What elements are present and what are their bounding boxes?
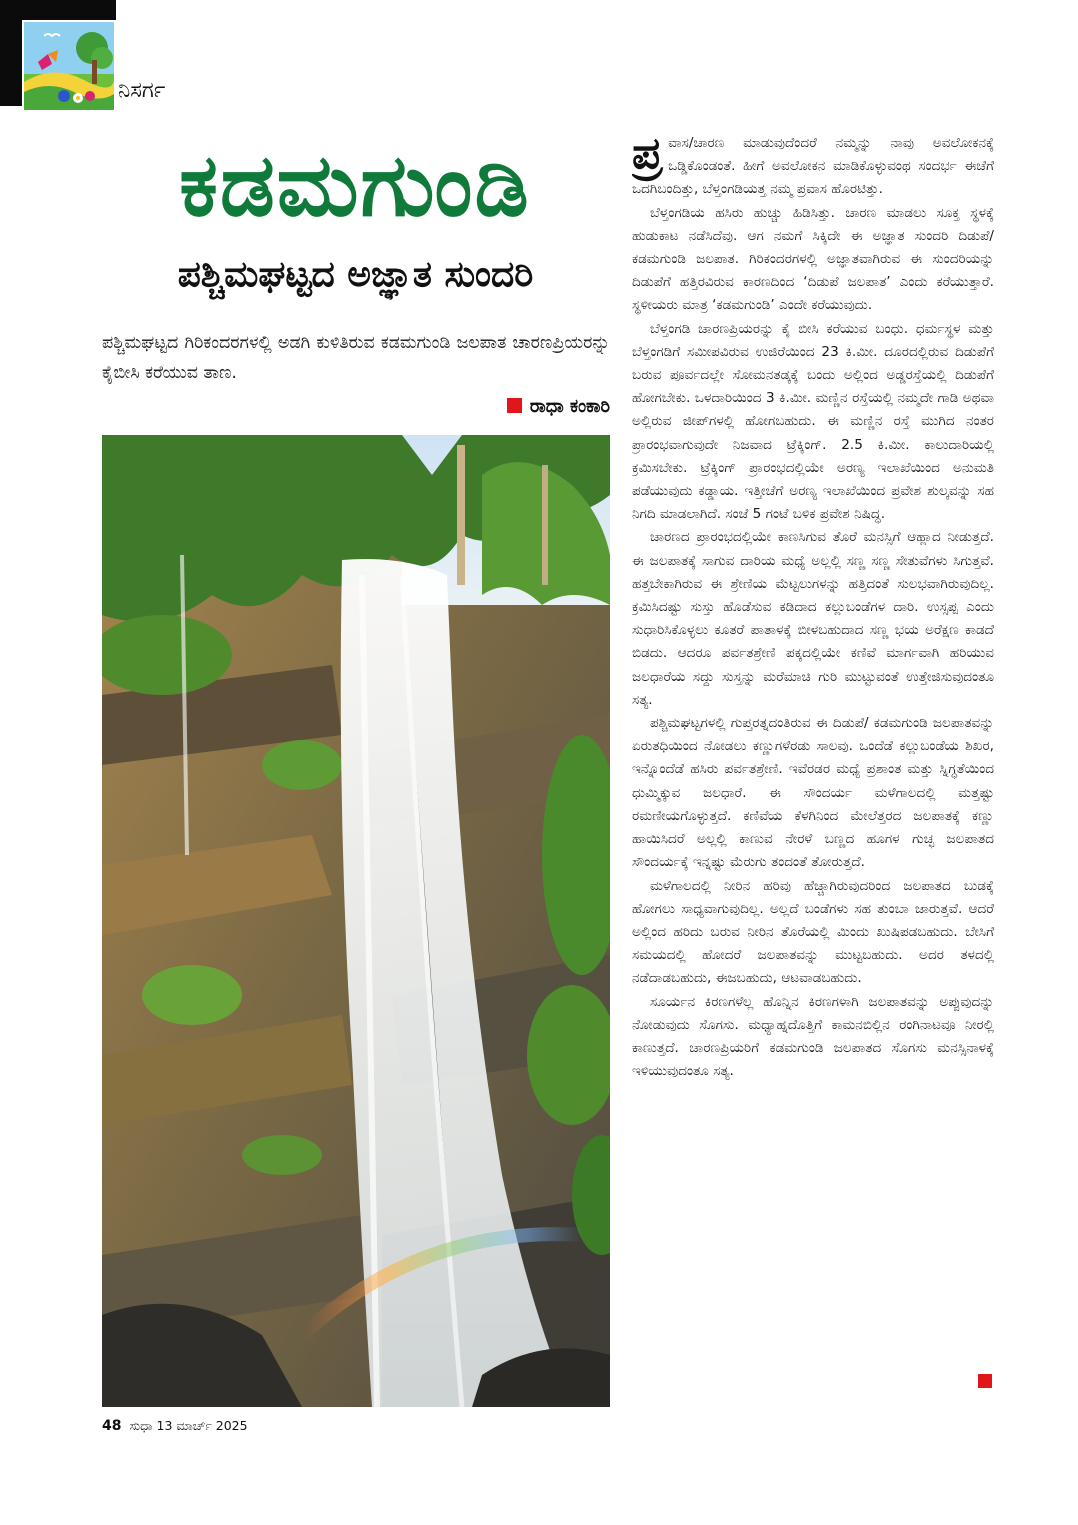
article-paragraph: ಪಶ್ಚಿಮಘಟ್ಟಗಳಲ್ಲಿ ಗುಪ್ತರತ್ನದಂತಿರುವ ಈ ದಿಡುಪೆ/ ಕಡಮಗುಂಡಿ ಜಲಪಾತವನ್ನು ಏರುತಧಿಯಿಂದ ನೋಡಲು ಕಣ್ಣುಗಳೆರಡು ಸಾಲವು. ಒಂದೆಡೆ ಕಲ್ಲುಬಂಡೆಯ ಶಿಖರ, ಇನ್ನೊಂದೆಡೆ ಹಸಿರು ಪರ್ವತಶ್ರೇಣಿ. ಇವೆರಡರ ಮಧ್ಯೆ ಪ್ರಶಾಂತ ಮತ್ತು ಸ್ನಿಗ್ಧತೆಯಿಂದ ಧುಮ್ಮಿಕ್ಕುವ ಜಲಧಾರೆ. ಈ ಸೌಂದರ್ಯ ಮಳೆಗಾಲದಲ್ಲಿ ಮತ್ತಷ್ಟು ರಮಣೀಯಗೊಳ್ಳುತ್ತದೆ. ಕಣಿವೆಯ ಕೆಳಗಿನಿಂದ ಮೇಲೆತ್ತರದ ಜಲಪಾತಕ್ಕೆ ಕಣ್ಣು ಹಾಯಿಸಿದರೆ ಅಲ್ಲಲ್ಲಿ ಕಾಣುವ ನೇರಳೆ ಬಣ್ಣದ ಹೂಗಳ ಗುಚ್ಛ ಜಲಪಾತದ ಸೌಂದರ್ಯಕ್ಕೆ ಇನ್ನಷ್ಟು ಮೆರುಗು ತಂದಂತೆ ತೋರುತ್ತದೆ. — [632, 715, 994, 871]
nature-scene-icon — [22, 20, 116, 112]
article-paragraph: ಬೆಳ್ತಂಗಡಿ ಚಾರಣಪ್ರಿಯರನ್ನು ಕೈ ಬೀಸಿ ಕರೆಯುವ ಬಂಧು. ಧರ್ಮಸ್ಥಳ ಮತ್ತು ಬೆಳ್ತಂಗಡಿಗೆ ಸಮೀಪವಿರುವ ಉಜಿರೆಯಿಂದ 23 ಕಿ.ಮೀ. ದೂರದಲ್ಲಿರುವ ದಿಡುಪೆಗೆ ಬರುವ ಪೂರ್ವದಲ್ಲೇ ಸೋಮನತಡ್ಕಕ್ಕೆ ಬಂದು ಅಲ್ಲಿಂದ ಅಡ್ಡರಸ್ತೆಯಲ್ಲಿ ದಿಡುಪೆಗೆ ಹೋಗಬೇಕು. ಒಳದಾರಿಯಿಂದ 3 ಕಿ.ಮೀ. ಮಣ್ಣಿನ ರಸ್ತೆಯಲ್ಲಿ ನಮ್ಮದೇ ಗಾಡಿ ಅಥವಾ ಅಲ್ಲಿರುವ ಜೀಪ್‌ಗಳಲ್ಲಿ ಹೋಗಬಹುದು. ಈ ಮಣ್ಣಿನ ರಸ್ತೆ ಮುಗಿದ ನಂತರ ಪ್ರಾರಂಭವಾಗುವುದೇ ನಿಜವಾದ ಟ್ರೆಕ್ಕಿಂಗ್. 2.5 ಕಿ.ಮೀ. ಕಾಲುದಾರಿಯಲ್ಲಿ ಕ್ರಮಿಸಬೇಕು. ಟ್ರೆಕ್ಕಿಂಗ್ ಪ್ರಾರಂಭದಲ್ಲಿಯೇ ಅರಣ್ಯ ಇಲಾಖೆಯಿಂದ ಅನುಮತಿ ಪಡೆಯುವುದು ಕಡ್ಡಾಯ. ಇತ್ತೀಚೆಗೆ ಅರಣ್ಯ ಇಲಾಖೆಯಿಂದ ಪ್ರವೇಶ ಶುಲ್ಕವನ್ನು ಸಹ ನಿಗದಿ ಮಾಡಲಾಗಿದೆ. ಸಂಜೆ 5 ಗಂಟೆ ಬಳಿಕ ಪ್ರವೇಶ ನಿಷಿದ್ಧ. — [632, 320, 994, 523]
byline — [460, 396, 610, 417]
article-intro: ಪಶ್ಚಿಮಘಟ್ಟದ ಗಿರಿಕಂದರಗಳಲ್ಲಿ ಅಡಗಿ ಕುಳಿತಿರುವ ಕಡಮಗುಂಡಿ ಜಲಪಾತ ಚಾರಣಪ್ರಿಯರನ್ನು ಕೈಬೀಸಿ ಕರೆಯುವ ತಾಣ. — [102, 333, 610, 383]
article-body — [632, 132, 994, 1394]
article-paragraph — [632, 132, 994, 202]
article-paragraph: ಮಳೆಗಾಲದಲ್ಲಿ ನೀರಿನ ಹರಿವು ಹೆಚ್ಚಾಗಿರುವುದರಿಂದ ಜಲಪಾತದ ಬುಡಕ್ಕೆ ಹೋಗಲು ಸಾಧ್ಯವಾಗುವುದಿಲ್ಲ. ಅಲ್ಲದೆ ಬಂಡೆಗಳು ಸಹ ತುಂಬಾ ಜಾರುತ್ತವೆ. ಆದರೆ ಅಲ್ಲಿಂದ ಹರಿದು ಬರುವ ನೀರಿನ ತೊರೆಯಲ್ಲಿ ಮಿಂದು ಖುಷಿಪಡಬಹುದು. ಬೇಸಿಗೆ ಸಮಯದಲ್ಲಿ ಹೋದರೆ ಜಲಪಾತವನ್ನು ಮುಟ್ಟಬಹುದು. ಅದರ ತಳದಲ್ಲಿ ನಡೆದಾಡಬಹುದು, ಈಜಬಹುದು, ಆಟವಾಡಬಹುದು. — [632, 877, 994, 987]
paragraph-text: ವಾಸ/ಚಾರಣ ಮಾಡುವುದೆಂದರೆ ನಮ್ಮನ್ನು ನಾವು ಅವಲೋಕನಕ್ಕೆ ಒಡ್ಡಿಕೊಂಡಂತೆ. ಹೀಗೆ ಅವಲೋಕನ ಮಾಡಿಕೊಳ್ಳುವಂಥ ಸಂದರ್ಭ ಈಚೆಗೆ ಒದಗಿಬಂದಿತ್ತು, ಬೆಳ್ತಂಗಡಿಯತ್ತ ನಮ್ಮ ಪ್ರವಾಸ ಹೊರಟಿತ್ತು. — [632, 135, 994, 198]
dropcap: ಪ್ರ — [632, 132, 663, 179]
page-number: 48 — [102, 1418, 122, 1434]
red-square-icon — [507, 398, 522, 413]
article-title: ಕಡಮಗುಂಡಿ — [179, 136, 531, 236]
article-paragraph: ಚಾರಣದ ಪ್ರಾರಂಭದಲ್ಲಿಯೇ ಕಾಣಸಿಗುವ ತೊರೆ ಮನಸ್ಸಿಗೆ ಆಹ್ಲಾದ ನೀಡುತ್ತದೆ. ಈ ಜಲಪಾತಕ್ಕೆ ಸಾಗುವ ದಾರಿಯ ಮಧ್ಯೆ ಅಲ್ಲಲ್ಲಿ ಸಣ್ಣ ಸಣ್ಣ ಸೇತುವೆಗಳು ಸಿಗುತ್ತವೆ. ಹತ್ತಬೇಕಾಗಿರುವ ಈ ಶ್ರೇಣಿಯ ಮೆಟ್ಟಲುಗಳನ್ನು ಹತ್ತಿದಂತೆ ಸುಲಭವಾಗಿರುವುದಿಲ್ಲ. ಕ್ರಮಿಸಿದಷ್ಟು ಸುಸ್ತು ಹೊಡೆಸುವ ಕಡಿದಾದ ಕಲ್ಲುಬಂಡೆಗಳ ದಾರಿ. ಉಸ್ಸಪ್ಪ ಎಂದು ಸುಧಾರಿಸಿಕೊಳ್ಳಲು ಕೂತರೆ ಪಾತಾಳಕ್ಕೆ ಬೀಳಬಹುದಾದ ಸಣ್ಣ ಭಯ ಅರೆಕ್ಷಣ ಕಾಡದೆ ಬಿಡದು. ಆದರೂ ಪರ್ವತಶ್ರೇಣಿ ಪಕ್ಕದಲ್ಲಿಯೇ ಕಣಿವೆ ಮಾರ್ಗವಾಗಿ ಹರಿಯುವ ಜಲಧಾರೆಯ ಸದ್ದು ಸುಸ್ತನ್ನು ಮರೆಮಾಚಿ ಗುರಿ ಮುಟ್ಟುವಂತೆ ಉತ್ತೇಜಿಸುವುದಂತೂ ಸತ್ಯ. — [632, 529, 994, 708]
author-name: ರಾಧಾ ಕಂಕಾರಿ — [529, 396, 610, 417]
article-subtitle: ಪಶ್ಚಿಮಘಟ್ಟದ ಅಜ್ಞಾತ ಸುಂದರಿ — [177, 254, 534, 295]
issue-info: ಸುಧಾ 13 ಮಾರ್ಚ್ 2025 — [129, 1418, 248, 1433]
article-paragraph: ಬೆಳ್ತಂಗಡಿಯ ಹಸಿರು ಹುಚ್ಚು ಹಿಡಿಸಿತ್ತು. ಚಾರಣ ಮಾಡಲು ಸೂಕ್ತ ಸ್ಥಳಕ್ಕೆ ಹುಡುಕಾಟ ನಡೆಸಿದೆವು. ಆಗ ನಮಗೆ ಸಿಕ್ಕಿದೇ ಈ ಅಜ್ಞಾತ ಸುಂದರಿ ದಿಡುಪೆ/ಕಡಮಗುಂಡಿ ಜಲಪಾತ. ಗಿರಿಕಂದರಗಳಲ್ಲಿ ಅಜ್ಞಾತವಾಗಿರುವ ಈ ಸುಂದರಿಯನ್ನು ದಿಡುಪೆಗೆ ಹತ್ತಿರವಿರುವ ಕಾರಣದಿಂದ ‘ದಿಡುಪೆ ಜಲಪಾತ’ ಎಂದು ಕರೆಯುತ್ತಾರೆ. ಸ್ಥಳೀಯರು ಮಾತ್ರ ‘ಕಡಮಗುಂಡಿ’ ಎಂದೇ ಕರೆಯುವುದು. — [632, 204, 994, 314]
article-paragraph: ಸೂರ್ಯನ ಕಿರಣಗಳೆಲ್ಲ ಹೊನ್ನಿನ ಕಿರಣಗಳಾಗಿ ಜಲಪಾತವನ್ನು ಅಪ್ಪುವುದನ್ನು ನೋಡುವುದು ಸೊಗಸು. ಮಧ್ಯಾಹ್ನದೊತ್ತಿಗೆ ಕಾಮನಬಿಲ್ಲಿನ ರಂಗಿನಾಟವೂ ನೀರಲ್ಲಿ ಕಾಣುತ್ತದೆ. ಚಾರಣಪ್ರಿಯರಿಗೆ ಕಡಮಗುಂಡಿ ಜಲಪಾತದ ಸೊಗಸು ಮನಸ್ಸಿನಾಳಕ್ಕೆ ಇಳಿಯುವುದಂತೂ ಸತ್ಯ. — [632, 993, 994, 1080]
end-mark-icon — [978, 1374, 992, 1388]
section-label: ನಿಸರ್ಗ — [118, 78, 166, 103]
waterfall-photo — [102, 435, 610, 1407]
page-footer — [102, 1418, 248, 1434]
